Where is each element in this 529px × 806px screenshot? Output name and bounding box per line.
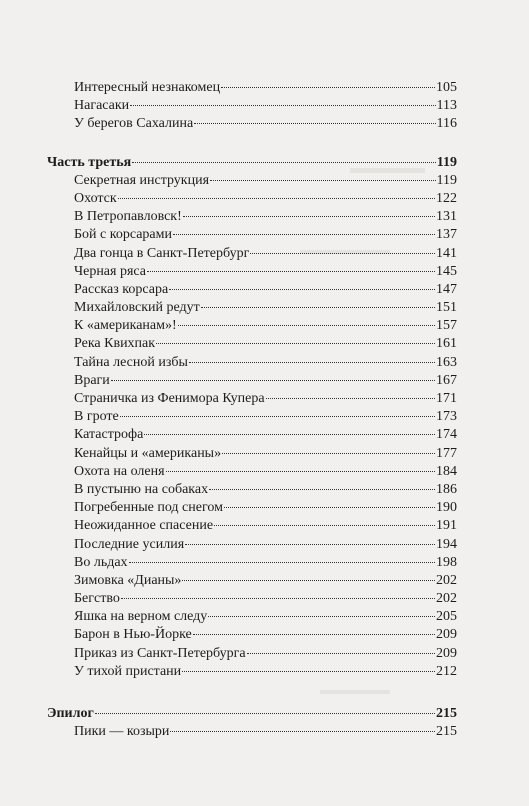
toc-leader-dots [210,180,435,181]
toc-entry-title: Рассказ корсара [74,281,169,297]
toc-entry-title: Кенайцы и «американы» [74,445,222,461]
toc-entry-title: Зимовка «Дианы» [74,572,182,588]
toc-leader-dots [156,343,435,344]
toc-entry-page: 116 [436,116,457,132]
toc-entry-title: Тайна лесной избы [74,354,188,370]
toc-entry-page: 191 [436,518,457,534]
toc-entry[interactable] [47,517,457,535]
toc-entry[interactable] [47,226,457,244]
toc-entry[interactable] [47,208,457,226]
toc-entry-title: Бегство [74,591,120,607]
toc-leader-dots [224,507,435,508]
toc-entry-page: 177 [436,445,457,461]
toc-entry-title: В Петропавловск! [74,209,182,225]
toc-entry-page: 186 [436,481,457,497]
toc-leader-dots [182,580,435,581]
toc-leader-dots [194,123,435,124]
toc-leader-dots [222,453,435,454]
toc-leader-dots [193,634,435,635]
toc-entry-page: 151 [436,300,457,316]
toc-leader-dots [183,216,435,217]
toc-entry-title: Михайловский редут [74,300,200,316]
toc-entry-title: Охотск [74,190,117,206]
toc-entry-title: Барон в Нью-Йорке [74,627,192,643]
toc-entry[interactable] [47,372,457,390]
toc-entry-page: 105 [436,80,457,95]
toc-entry-title: Два гонца в Санкт-Петербург [74,245,250,261]
toc-entry-page: 113 [436,98,457,114]
toc-part-heading[interactable] [47,705,457,723]
toc-entry[interactable] [47,115,457,133]
toc-entry-page: 122 [436,190,457,206]
toc-entry-page: 205 [436,609,457,625]
toc-entry-page: 202 [436,591,457,607]
toc-entry[interactable] [47,335,457,353]
toc-entry-page: 174 [436,427,457,443]
toc-entry[interactable] [47,390,457,408]
toc-entry-title: Во льдах [74,554,128,570]
toc-entry[interactable] [47,663,457,681]
toc-entry-title: У тихой пристани [74,663,182,679]
toc-entry[interactable] [47,536,457,554]
toc-leader-dots [132,162,436,163]
toc-heading-page: 215 [436,706,457,721]
toc-entry[interactable] [47,499,457,517]
toc-entry-title: У берегов Сахалина [74,116,194,132]
toc-leader-dots [169,289,435,290]
toc-entry-page: 119 [436,172,457,188]
toc-leader-dots [182,671,435,672]
toc-entry-title: Интересный незнакомец [74,80,221,95]
toc-entry-page: 161 [436,336,457,352]
toc-entry-page: 145 [436,263,457,279]
toc-leader-dots [209,489,435,490]
toc-entry-title: Яшка на верном следу [74,609,208,625]
toc-leader-dots [111,380,435,381]
toc-entry[interactable] [47,79,457,97]
toc-entry-page: 198 [436,554,457,570]
toc-entry-title: Охота на оленя [74,463,165,479]
toc-entry-title: Враги [74,372,110,388]
toc-entry-title: Черная ряса [74,263,146,279]
toc-entry-page: 141 [436,245,457,261]
toc-entry-page: 194 [436,536,457,552]
toc-entry[interactable] [47,97,457,115]
toc-leader-dots [247,653,435,654]
toc-entry-page: 209 [436,627,457,643]
toc-entry-title: Секретная инструкция [74,172,210,188]
toc-leader-dots [189,362,435,363]
toc-entry-title: Нагасаки [74,98,130,114]
toc-leader-dots [178,325,435,326]
toc-leader-dots [173,234,435,235]
toc-heading-title: Часть третья [47,154,132,170]
toc-entry[interactable] [47,554,457,572]
toc-leader-dots [121,598,435,599]
toc-entry-title: Погребенные под снегом [74,500,223,516]
toc-entry[interactable] [47,281,457,299]
toc-leader-dots [214,525,435,526]
toc-entry-title: К «американам»! [74,318,177,334]
toc-entry[interactable] [47,263,457,281]
toc-leader-dots [166,471,435,472]
toc-entry-title: Река Квихпак [74,336,156,352]
toc-entry-title: Пики — козыри [74,724,170,740]
toc-leader-dots [130,105,435,106]
toc-entry[interactable] [47,408,457,426]
toc-leader-dots [250,253,435,254]
toc-entry[interactable] [47,723,457,741]
toc-entry-page: 215 [436,724,457,740]
toc-entry-page: 163 [436,354,457,370]
toc-entry-title: Катастрофа [74,427,144,443]
toc-entry-page: 157 [436,318,457,334]
toc-entry-title: Неожиданное спасение [74,518,214,534]
toc-leader-dots [208,616,435,617]
toc-leader-dots [95,713,435,714]
toc-entry[interactable] [47,572,457,590]
toc-entry[interactable] [47,481,457,499]
toc-entry-page: 190 [436,500,457,516]
toc-entry-page: 173 [436,409,457,425]
toc-entry[interactable] [47,354,457,372]
toc-entry-title: В пустыню на собаках [74,481,209,497]
toc-leader-dots [185,544,435,545]
toc-entry-title: В гроте [74,409,119,425]
toc-part-heading[interactable] [47,154,457,172]
toc-entry-page: 212 [436,663,457,679]
toc-leader-dots [129,562,435,563]
toc-entry-page: 209 [436,645,457,661]
toc-entry-page: 184 [436,463,457,479]
toc-entry-page: 167 [436,372,457,388]
toc-entry-title: Последние усилия [74,536,185,552]
toc-entry[interactable] [47,299,457,317]
toc-entry[interactable] [47,245,457,263]
toc-leader-dots [118,198,435,199]
table-of-contents [47,79,457,741]
toc-entry[interactable] [47,426,457,444]
toc-entry-page: 171 [436,391,457,406]
toc-entry[interactable] [47,645,457,663]
toc-leader-dots [266,398,435,399]
toc-entry-page: 131 [436,209,457,225]
toc-entry-page: 202 [436,572,457,588]
toc-entry[interactable] [47,608,457,626]
toc-entry[interactable] [47,626,457,644]
toc-entry-page: 147 [436,281,457,297]
toc-entry-page: 137 [436,227,457,243]
toc-leader-dots [120,416,435,417]
toc-entry[interactable] [47,172,457,190]
toc-entry[interactable] [47,590,457,608]
toc-entry-title: Бой с корсарами [74,227,172,243]
toc-entry[interactable] [47,463,457,481]
toc-entry[interactable] [47,445,457,463]
toc-heading-page: 119 [436,154,457,170]
toc-leader-dots [221,87,435,88]
toc-entry[interactable] [47,190,457,208]
toc-leader-dots [201,307,435,308]
toc-entry[interactable] [47,317,457,335]
toc-leader-dots [144,434,435,435]
toc-leader-dots [170,731,435,732]
toc-heading-title: Эпилог [47,706,94,721]
toc-leader-dots [147,271,435,272]
toc-entry-title: Страничка из Фенимора Купера [74,391,265,406]
toc-entry-title: Приказ из Санкт-Петербурга [74,645,246,661]
